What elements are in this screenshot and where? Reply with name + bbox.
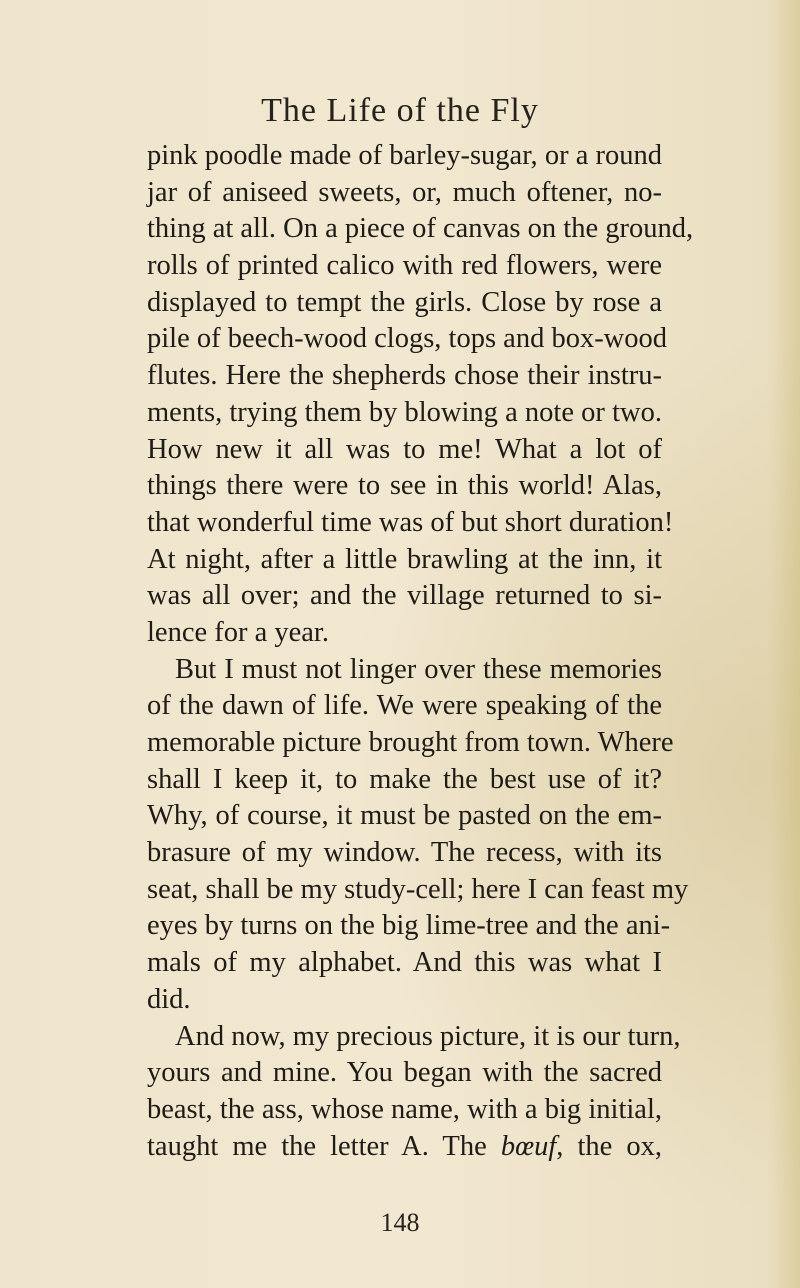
text-line: of the dawn of life. We were speaking of the (147, 690, 662, 722)
text-line: eyes by turns on the big lime-tree and the ani- (147, 910, 671, 942)
text-line: And now, my precious picture, it is our turn, (175, 1020, 681, 1052)
text-line: mals of my alphabet. And this was what I (147, 947, 662, 979)
text-line: memorable picture brought from town. Where (147, 727, 674, 758)
text-line: brasure of my window. The recess, with its (147, 837, 662, 869)
text-line: How new it all was to me! What a lot of (147, 433, 662, 465)
page-number: 148 (380, 1208, 420, 1237)
text-line: that wonderful time was of but short duration! (147, 506, 674, 538)
text-line: seat, shall be my study-cell; here I can feast my (147, 873, 689, 905)
text-line: lence for a year. (147, 616, 329, 648)
text-line: shall I keep it, to make the best use of it? (147, 763, 662, 795)
italic-word: bœuf (500, 1130, 557, 1162)
text-line: taught me the letter A. The bœuf, the ox, (147, 1130, 662, 1162)
text-line: ments, trying them by blowing a note or two. (147, 396, 662, 428)
text-line: thing at all. On a piece of canvas on the ground, (147, 213, 694, 245)
text-line: displayed to tempt the girls. Close by rose a (147, 286, 662, 318)
text-line: jar of aniseed sweets, or, much oftener, no- (147, 176, 662, 208)
running-head: The Life of the Fly (261, 92, 539, 129)
text-line: flutes. Here the shepherds chose their instru- (147, 360, 662, 392)
text-line: rolls of printed calico with red flowers, were (147, 250, 662, 282)
text-line: things there were to see in this world! Alas, (147, 470, 662, 502)
text-line: Why, of course, it must be pasted on the em- (147, 800, 662, 832)
text-line: yours and mine. You began with the sacred (147, 1057, 662, 1089)
text-line: pink poodle made of barley-sugar, or a round (147, 140, 662, 171)
text-line: pile of beech-wood clogs, tops and box-wood (147, 323, 668, 355)
text-line: was all over; and the village returned to si- (147, 580, 662, 612)
text-line: At night, after a little brawling at the inn, it (147, 543, 662, 575)
text-line: did. (147, 983, 191, 1015)
text-line: But I must not linger over these memories (175, 653, 662, 685)
body-text (147, 138, 694, 1165)
text-line: beast, the ass, whose name, with a big initial, (147, 1093, 662, 1125)
